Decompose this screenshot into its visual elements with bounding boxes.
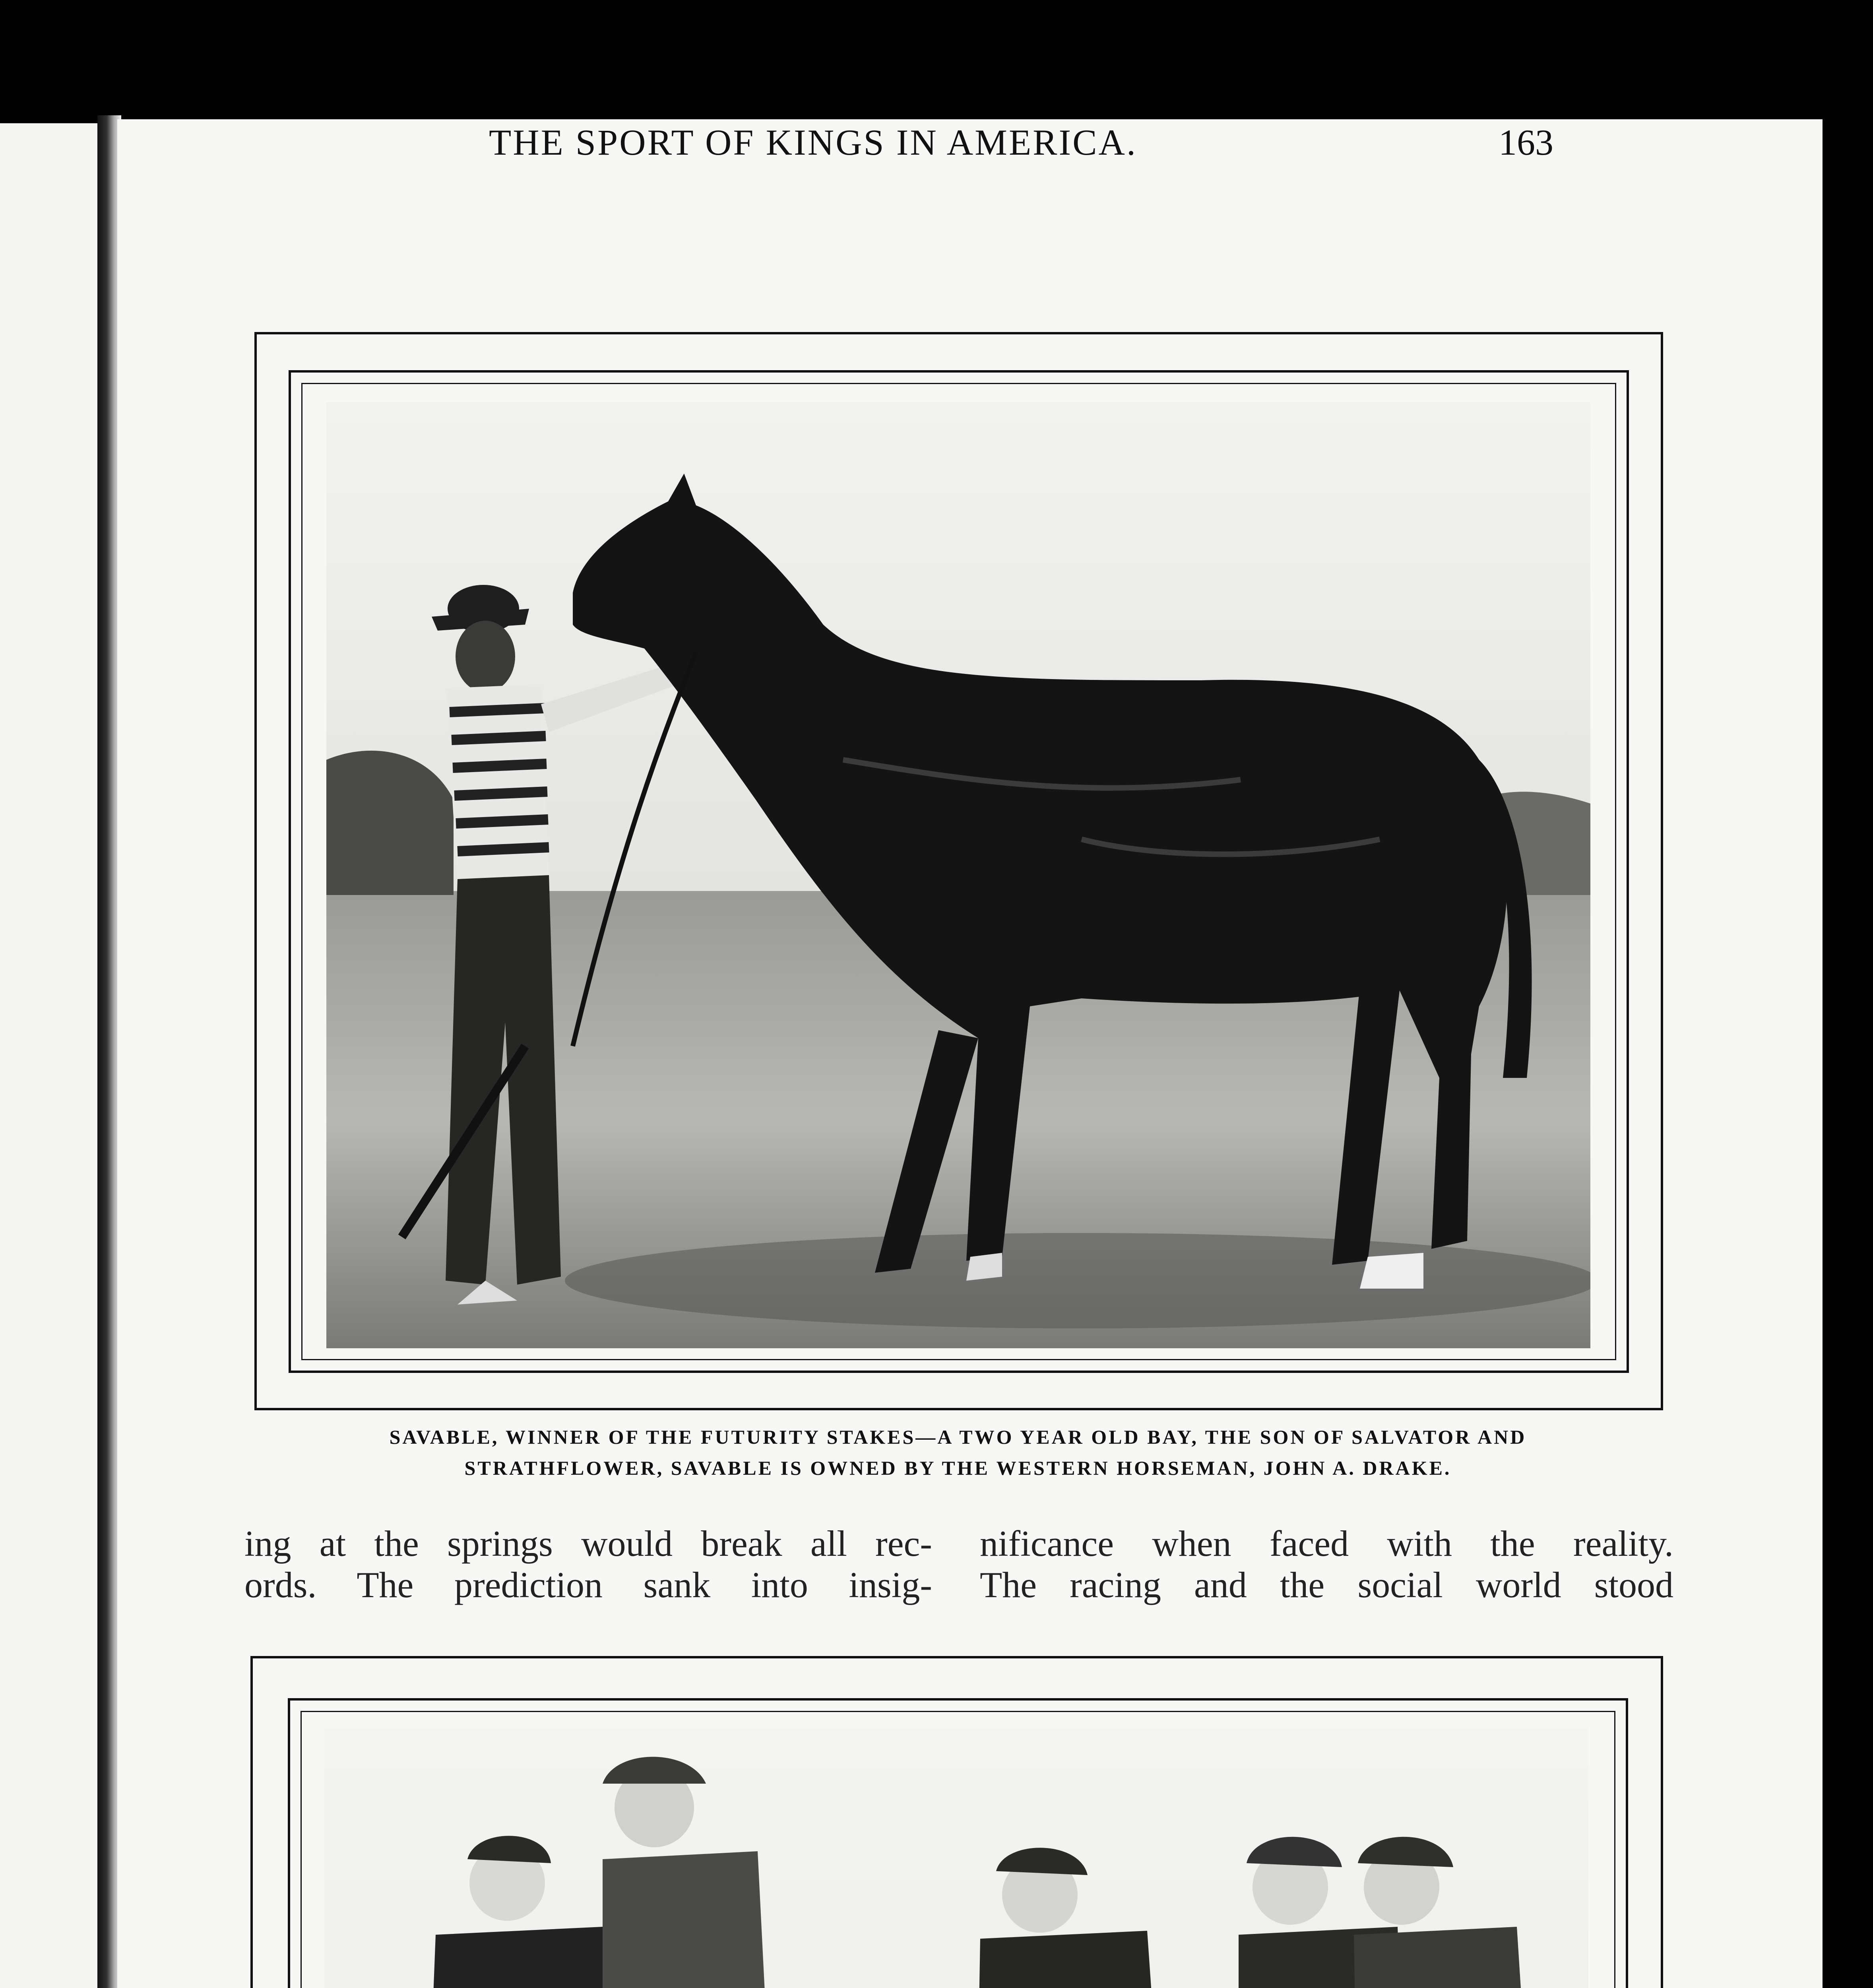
- running-head: THE SPORT OF KINGS IN AMERICA.: [489, 122, 1137, 163]
- text-line: The racing and the social world stood: [980, 1565, 1673, 1605]
- text-column-left: [244, 1523, 932, 1606]
- figure-horse-caption-line1: SAVABLE, WINNER OF THE FUTURITY STAKES—A TWO YEAR OLD BAY, THE SON OF SALVATOR AND: [389, 1426, 1527, 1448]
- horse-photo: [326, 402, 1590, 1348]
- page-number: 163: [1499, 122, 1553, 163]
- jockeys-on-bicycles-image: [324, 1728, 1588, 1988]
- horse-and-handler-image: [326, 402, 1590, 1348]
- figure-horse-caption-line2: STRATHFLOWER, SAVABLE IS OWNED BY THE WESTERN HORSEMAN, JOHN A. DRAKE.: [464, 1457, 1452, 1479]
- figure-horse-caption: [223, 1421, 1693, 1483]
- text-line: nificance when faced with the reality.: [980, 1523, 1673, 1564]
- jockeys-photo: [324, 1728, 1588, 1988]
- facing-page-edge: [0, 123, 97, 1988]
- figure-horse-frame: [254, 332, 1663, 1410]
- text-line: ing at the springs would break all rec-: [244, 1523, 932, 1564]
- text-column-right: [980, 1523, 1673, 1606]
- figure-jockeys-frame: [250, 1656, 1663, 1988]
- text-line: ords. The prediction sank into insig-: [244, 1565, 932, 1605]
